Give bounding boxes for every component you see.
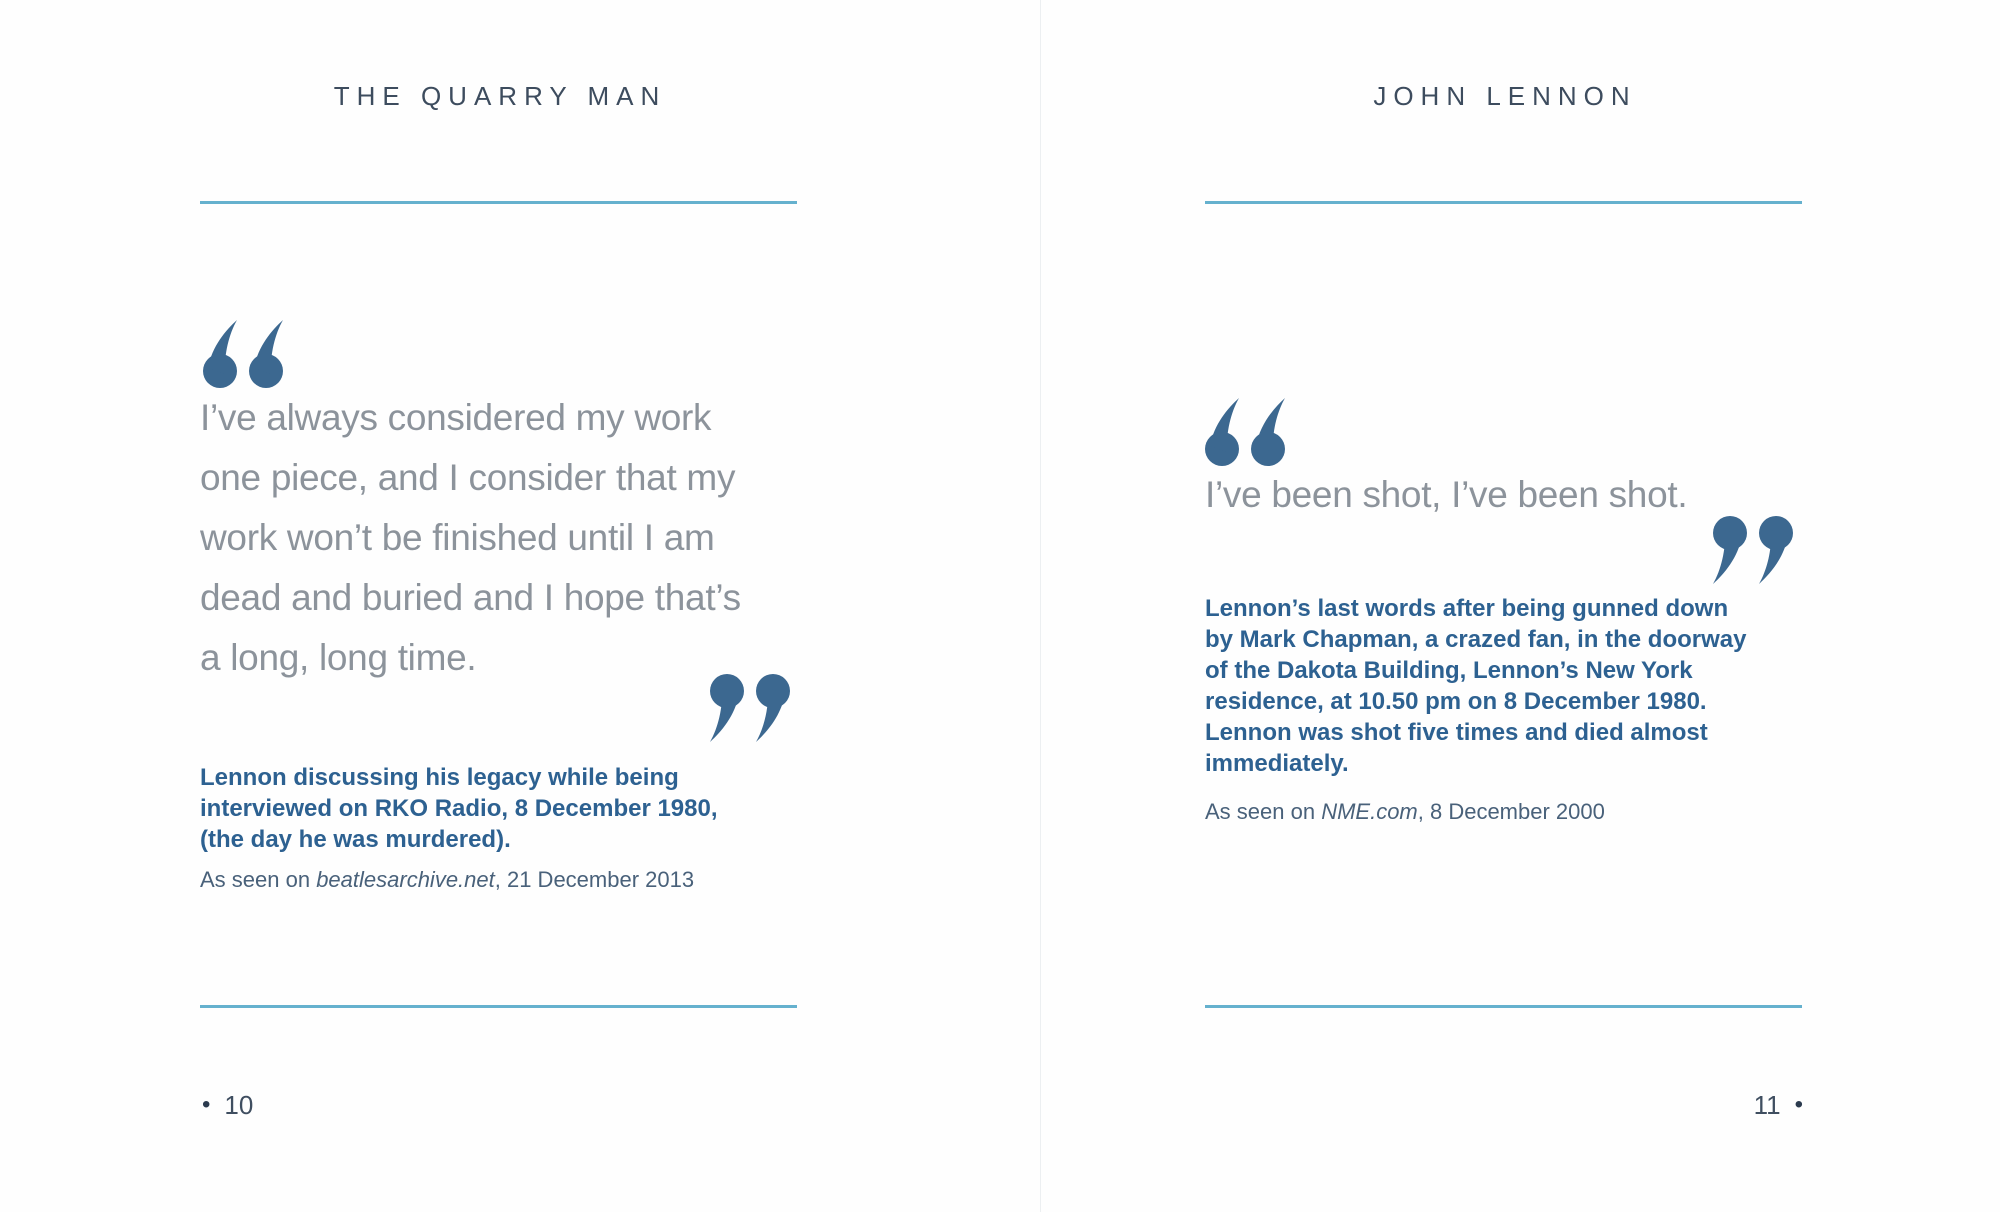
left-page <box>200 0 800 1212</box>
quote-line: I’ve always considered my work <box>200 397 712 438</box>
source-prefix: As seen on <box>200 867 317 892</box>
page-number-value: 10 <box>224 1090 254 1120</box>
caption-line: interviewed on RKO Radio, 8 December 1980, <box>200 795 718 822</box>
page-gutter-divider <box>1040 0 1041 1212</box>
right-bottom-rule <box>1205 1005 1802 1008</box>
source-name: NME.com <box>1321 799 1418 824</box>
right-page <box>1205 0 1805 1212</box>
close-quote-icon <box>706 672 792 744</box>
close-quote-icon <box>1709 514 1795 586</box>
quote-caption <box>200 762 800 855</box>
source-suffix: , 21 December 2013 <box>494 867 695 892</box>
quote-text <box>200 388 800 688</box>
source-prefix: As seen on <box>1205 799 1322 824</box>
source-line <box>200 866 800 894</box>
source-suffix: , 8 December 2000 <box>1417 799 1605 824</box>
caption-line: (the day he was murdered). <box>200 826 511 853</box>
open-quote-icon <box>203 318 289 390</box>
left-top-rule <box>200 201 797 204</box>
caption-line: Lennon discussing his legacy while being <box>200 764 679 791</box>
quote-line: I’ve been shot, I’ve been shot. <box>1205 474 1688 515</box>
open-quote-icon <box>1205 396 1291 468</box>
right-page-title: JOHN LENNON <box>1373 81 1637 111</box>
right-top-rule <box>1205 201 1802 204</box>
quote-line: work won’t be finished until I am <box>200 517 715 558</box>
left-page-title: THE QUARRY MAN <box>333 81 667 111</box>
right-page-number <box>1754 1090 1803 1122</box>
caption-line: of the Dakota Building, Lennon’s New York <box>1205 657 1693 684</box>
source-name: beatlesarchive.net <box>316 867 495 892</box>
quote-caption <box>1205 593 1805 779</box>
caption-line: Lennon was shot five times and died almost <box>1205 719 1708 746</box>
quote-line: one piece, and I consider that my <box>200 457 736 498</box>
source-line <box>1205 798 1805 826</box>
quote-line: dead and buried and I hope that’s <box>200 577 741 618</box>
caption-line: by Mark Chapman, a crazed fan, in the doorway <box>1205 626 1747 653</box>
quote-line: a long, long time. <box>200 637 477 678</box>
left-page-number <box>202 1090 253 1122</box>
page-number-bullet: • <box>1794 1091 1803 1118</box>
page-number-value: 11 <box>1753 1090 1781 1120</box>
page-number-bullet: • <box>202 1091 211 1118</box>
caption-line: residence, at 10.50 pm on 8 December 1980. <box>1205 688 1707 715</box>
caption-line: immediately. <box>1205 750 1349 777</box>
left-bottom-rule <box>200 1005 797 1008</box>
caption-line: Lennon’s last words after being gunned down <box>1205 595 1729 622</box>
